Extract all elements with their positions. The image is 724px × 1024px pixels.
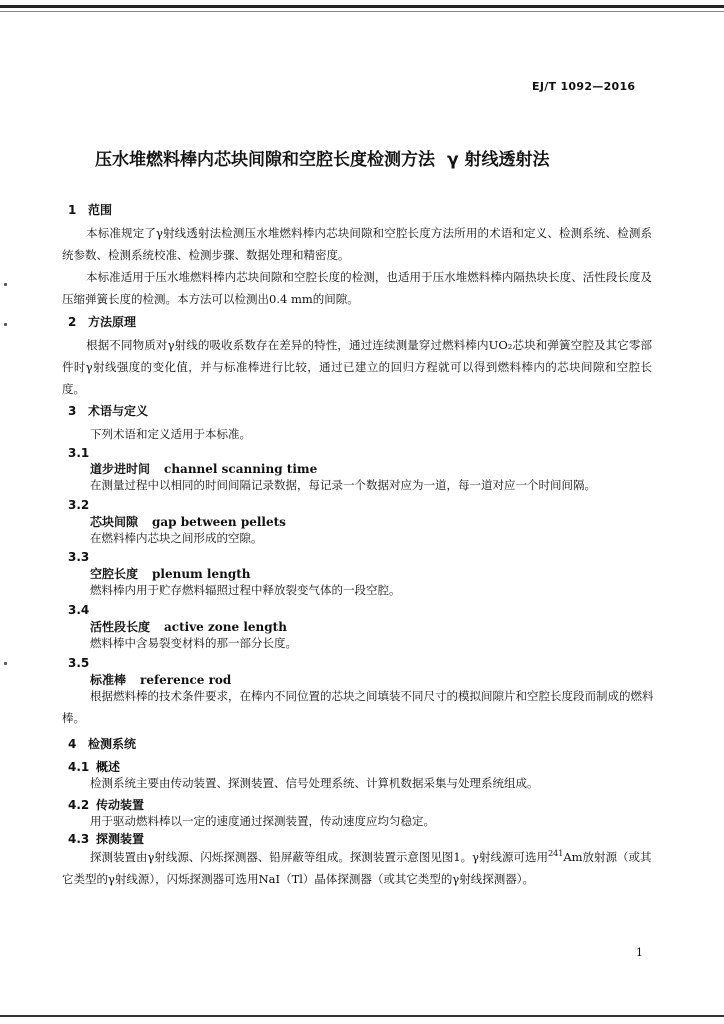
term-number: 3.1	[68, 446, 90, 460]
document-title	[95, 145, 635, 170]
section-1-paragraph-1: 本标准规定了γ射线透射法检测压水堆燃料棒内芯块间隙和空腔长度方法所用的术语和定义、检测系统、检测系统参数、检测系统校准、检测步骤、数据处理和精密度。	[62, 226, 652, 262]
term-number: 3.3	[68, 550, 90, 564]
term-definition: 根据燃料棒的技术条件要求，在棒内不同位置的芯块之间填装不同尺寸的模拟间隙片和空腔长度段而制成的燃料棒。	[62, 689, 654, 725]
term-title: 道步进时间 channel scanning time	[90, 462, 318, 476]
subsection-4-2-text: 用于驱动燃料棒以一定的速度通过探测装置，传动速度应均匀稳定。	[90, 814, 435, 828]
section-3-heading: 3 术语与定义	[68, 404, 149, 418]
subsection-4-3-heading: 4.3 探测装置	[68, 832, 145, 846]
term-number: 3.4	[68, 603, 90, 617]
title-main: 压水堆燃料棒内芯块间隙和空腔长度检测方法	[95, 150, 435, 170]
page-number: 1	[636, 946, 643, 959]
term-title: 空腔长度 plenum length	[90, 567, 251, 581]
term-definition: 在测量过程中以相同的时间间隔记录数据，每记录一个数据对应为一道，每一道对应一个时间间隔。	[90, 478, 596, 492]
term-definition: 在燃料棒内芯块之间形成的空隙。	[90, 531, 263, 545]
bottom-rule	[0, 1015, 724, 1017]
scan-speck	[4, 662, 7, 665]
standard-number: EJ/T 1092—2016	[532, 80, 636, 93]
section-2-heading: 2 方法原理	[68, 315, 137, 329]
subsection-4-2-heading: 4.2 传动装置	[68, 798, 145, 812]
subsection-4-1-heading: 4.1 概述	[68, 760, 121, 774]
section-1-heading: 1 范围	[68, 203, 113, 217]
subsection-4-3-text: 探测装置由γ射线源、闪烁探测器、铅屏蔽等组成。探测装置示意图见图1。γ射线源可选用$^{241}$Am放射源（或其它类型的γ射线源），闪烁探测器可选用NaI（Tl）晶体探测器（或其它类型的γ射线探测器）。	[62, 849, 652, 886]
isotope-mass-number: 241	[548, 849, 564, 859]
term-title: 活性段长度 active zone length	[90, 620, 287, 634]
section-1-paragraph-2: 本标准适用于压水堆燃料棒内芯块间隙和空腔长度的检测，也适用于压水堆燃料棒内隔热块长度、活性段长度及压缩弹簧长度的检测。本方法可以检测出0.4 mm的间隙。	[62, 270, 652, 306]
section-2-paragraph: 根据不同物质对γ射线的吸收系数存在差异的特性，通过连续测量穿过燃料棒内UO₂芯块和弹簧空腔及其它零部件时γ射线强度的变化值，并与标准棒进行比较，通过已建立的回归方程就可以得到燃料棒内的芯块间隙和空腔长度。	[62, 338, 652, 396]
term-title: 标准棒 reference rod	[90, 673, 232, 687]
term-number: 3.2	[68, 498, 90, 512]
section-3-intro: 下列术语和定义适用于本标准。	[90, 427, 251, 441]
section-4-heading: 4 检测系统	[68, 737, 137, 751]
top-rule	[0, 5, 724, 8]
term-number: 3.5	[68, 656, 90, 670]
title-sub: γ 射线透射法	[447, 150, 550, 170]
term-definition: 燃料棒内用于贮存燃料辐照过程中释放裂变气体的一段空腔。	[90, 583, 401, 597]
subsection-4-1-text: 检测系统主要由传动装置、探测装置、信号处理系统、计算机数据采集与处理系统组成。	[90, 776, 539, 790]
term-title: 芯块间隙 gap between pellets	[90, 515, 286, 529]
scan-speck	[4, 323, 7, 326]
term-definition: 燃料棒中含易裂变材料的那一部分长度。	[90, 636, 297, 650]
scan-speck	[4, 283, 7, 286]
top-rule-thin	[0, 11, 724, 12]
